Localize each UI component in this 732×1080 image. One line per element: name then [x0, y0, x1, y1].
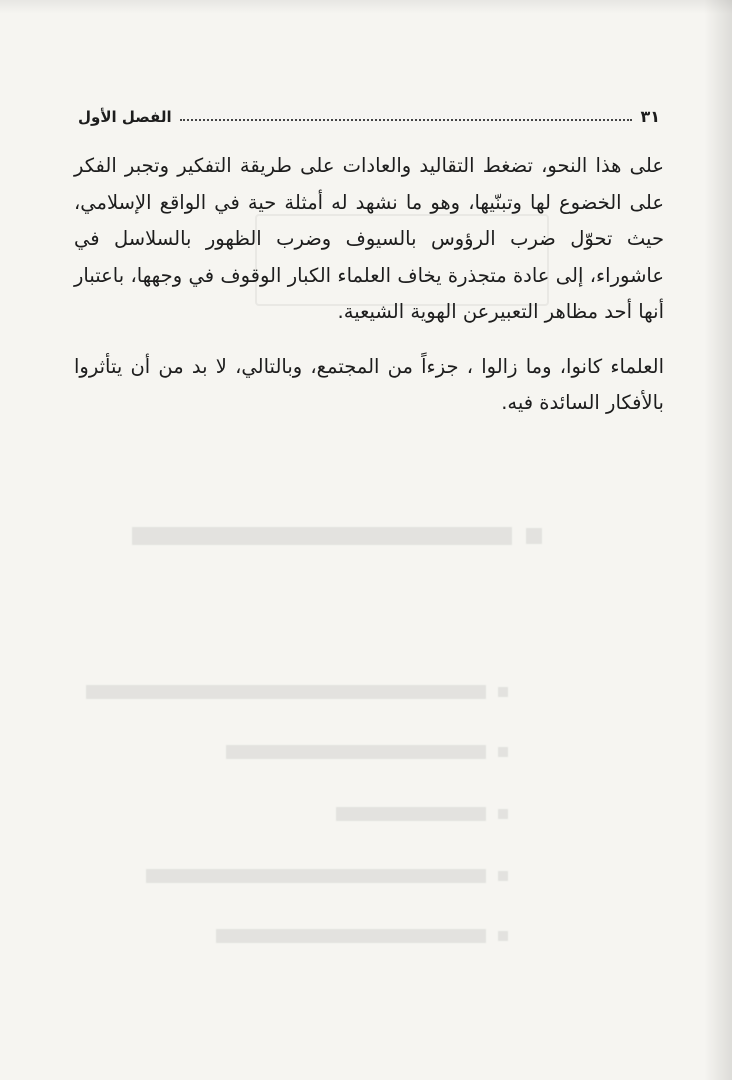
page-number: ٣١: [640, 107, 660, 126]
show-through-bullet-icon: [498, 809, 508, 819]
dotted-leader: [180, 119, 633, 121]
show-through-bullet-icon: [498, 931, 508, 941]
show-through-line: [336, 800, 508, 824]
show-through-bullet-icon: [498, 687, 508, 697]
body-text: [74, 148, 664, 422]
chapter-title: الفصل الأول: [78, 108, 172, 126]
show-through-line: [226, 738, 508, 762]
paragraph: على هذا النحو، تضغط التقاليد والعادات على طريقة التفكير وتجبر الفكر على الخضوع لها وتبنّيها، وهو ما نشهد له أمثلة حية في الواقع الإسلامي، حيث تحوّل ضرب الرؤوس بالسيوف وضرب الظهور بالسلاسل في عاشوراء، إلى عادة متجذرة يخاف العلماء الكبار الوقوف في وجهها، باعتبار أنها أحد مظاهر التعبيرعن الهوية الشيعية.: [74, 154, 664, 323]
show-through-line: [86, 678, 508, 702]
show-through-heading: [132, 520, 542, 550]
show-through-bullet-icon: [498, 747, 508, 757]
page-binding-shade: [704, 0, 732, 1080]
show-through-bullet-icon: [498, 871, 508, 881]
running-header: [78, 96, 660, 126]
paragraph: العلماء كانوا، وما زالوا ، جزءاً من المجتمع، وبالتالي، لا بد من أن يتأثروا بالأفكار السائدة فيه.: [74, 354, 664, 414]
show-through-line: [216, 922, 508, 946]
show-through-bullet-icon: [526, 528, 542, 544]
page-top-shade: [0, 0, 732, 14]
show-through-line: [146, 862, 508, 886]
